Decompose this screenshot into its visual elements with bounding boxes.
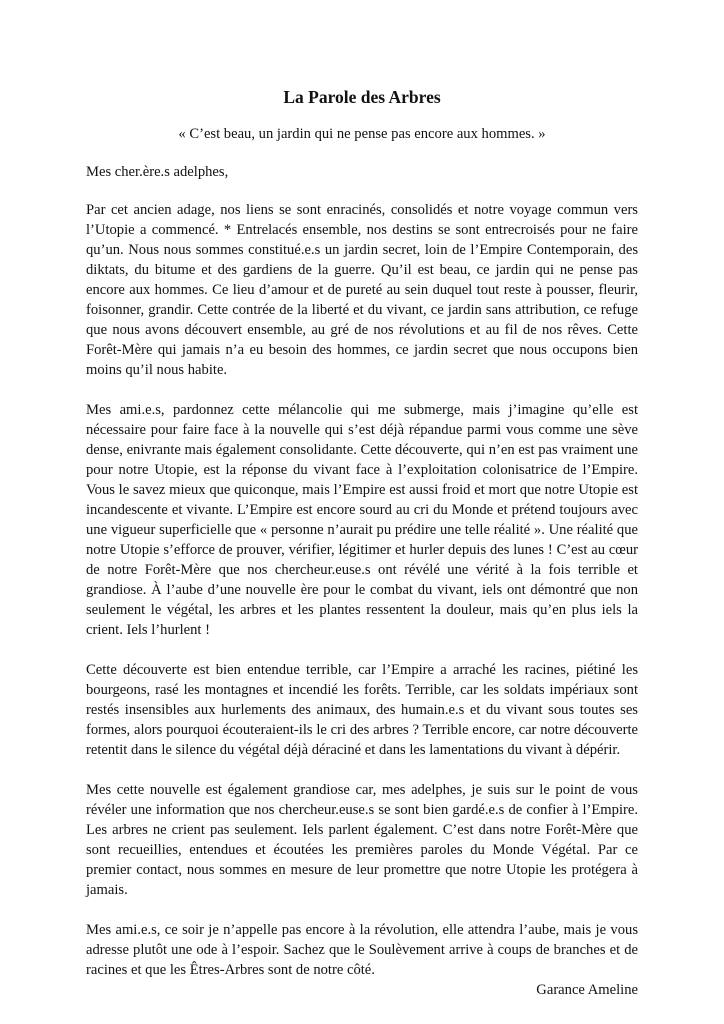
epigraph-quote: « C’est beau, un jardin qui ne pense pas encore aux hommes. » [178, 126, 546, 142]
paragraph-1: Par cet ancien adage, nos liens se sont enracinés, consolidés et notre voyage commun vers l’Utopie a commencé. * Entrelacés ensemble, nos destins se sont entrecroisés pour ne faire qu’un. Nous nous sommes constitué.e.s un jardin secret, loin de l’Empire Contemporain, des diktats, du bitume et des gardiens de la guerre. Qu’il est beau, ce jardin qui ne pense pas encore aux hommes. Ce lieu d’amour et de pureté au sein duquel tout reste à pousser, fleurir, foisonner, grandir. Cette contrée de la liberté et du vivant, ce jardin sans attribution, ce refuge que nous avons découvert ensemble, au gré de nos révolutions et au fil de nos rêves. Cette Forêt-Mère qui jamais n’a eu besoin des hommes, ce jardin secret que nous occupons bien moins qu’il nous habite. [86, 202, 638, 378]
document-page [86, 86, 638, 1000]
paragraph-2: Mes ami.e.s, pardonnez cette mélancolie qui me submerge, mais j’imagine qu’elle est nécessaire pour faire face à la nouvelle qui s’est déjà répandue parmi vous comme une sève dense, enivrante mais également consolidante. Cette découverte, qui n’en est pas vraiment une pour notre Utopie, est la réponse du vivant face à l’exploitation colonisatrice de l’Empire. Vous le savez mieux que quiconque, mais l’Empire est aussi froid et mort que notre Utopie est incandescente et vivante. L’Empire est encore sourd au cri du Monde et prétend toujours avec une vigueur superficielle que « personne n’aurait pu prédire une telle réalité ». Une réalité que notre Utopie s’efforce de prouver, vérifier, légitimer et hurler depuis des lunes ! C’est au cœur de notre Forêt-Mère que nos chercheur.euse.s ont révélé une vérité à la fois terrible et grandiose. À l’aube d’une nouvelle ère pour le combat du vivant, iels ont démontré que non seulement le végétal, les arbres et les plantes ressentent la douleur, mais qu’en plus iels la crient. Iels l’hurlent ! [86, 402, 638, 638]
signature: Garance Ameline [536, 982, 638, 998]
document-title: La Parole des Arbres [283, 87, 441, 107]
paragraph-3: Cette découverte est bien entendue terrible, car l’Empire a arraché les racines, piétiné les bourgeons, rasé les montagnes et incendié les forêts. Terrible, car les soldats impériaux sont restés insensibles aux hurlements des animaux, des humain.e.s et du vivant sous toutes ses formes, alors pourquoi écouteraient-ils le cri des arbres ? Terrible encore, car notre découverte retentit dans le silence du végétal déjà déraciné et dans les lamentations du vivant à dépérir. [86, 662, 638, 758]
salutation: Mes cher.ère.s adelphes, [86, 164, 229, 180]
paragraph-5: Mes ami.e.s, ce soir je n’appelle pas encore à la révolution, elle attendra l’aube, mais je vous adresse plutôt une ode à l’espoir. Sachez que le Soulèvement arrive à coups de branches et de racines et que les Êtres-Arbres sont de notre côté. [86, 922, 638, 978]
paragraph-4: Mes cette nouvelle est également grandiose car, mes adelphes, je suis sur le point de vous révéler une information que nos chercheur.euse.s se sont bien gardé.e.s de confier à l’Empire. Les arbres ne crient pas seulement. Iels parlent également. C’est dans notre Forêt-Mère que sont recueillies, entendues et écoutées les premières paroles du Monde Végétal. Par ce premier contact, nous sommes en mesure de leur promettre que notre Utopie les protégera à jamais. [86, 782, 638, 898]
